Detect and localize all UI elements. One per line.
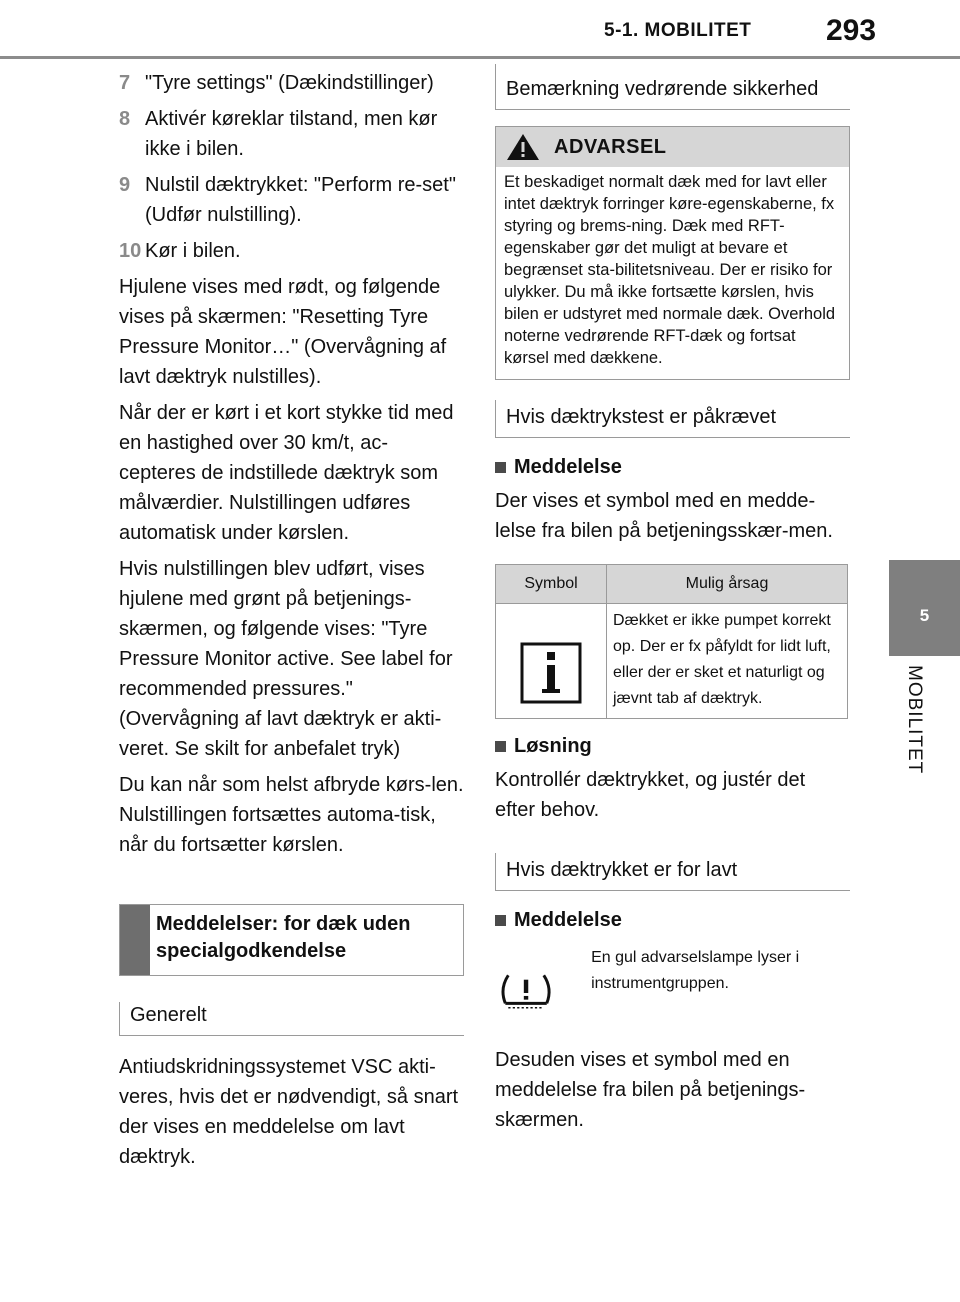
paragraph: Du kan når som helst afbryde kørs-len. Nulstillingen fortsættes automa-tisk, når du fortsætter kørslen.: [119, 774, 464, 856]
page-number: 293: [826, 14, 877, 47]
section-bar-accent: [120, 905, 150, 975]
bullet-square-icon: [495, 462, 506, 473]
step-number: 10: [119, 240, 142, 262]
bullet-heading: [495, 452, 850, 482]
table-header-cause: Mulig årsag: [607, 565, 848, 604]
bullet-heading: [495, 731, 850, 761]
symbol-table: [495, 564, 848, 719]
subheading-generelt: Generelt: [119, 1002, 464, 1036]
paragraph: Antiudskridningssystemet VSC akti-veres, hvis det er nødvendigt, så snart der vises en meddelelse om lavt dæktryk.: [119, 1056, 459, 1168]
warning-title: ADVARSEL: [554, 136, 667, 158]
left-column: [119, 64, 464, 1178]
warning-header: [496, 127, 849, 167]
bullet-heading: [495, 905, 850, 935]
bullet-heading-text: Meddelelse: [514, 456, 622, 478]
symbol-cell: [496, 604, 607, 719]
bullet-heading-text: Meddelelse: [514, 909, 622, 931]
step-number: 8: [119, 108, 131, 130]
subheading-pressure-test: Hvis dæktrykstest er påkrævet: [495, 400, 850, 438]
step-7: [119, 68, 464, 98]
paragraph: Hvis nulstillingen blev udført, vises hjulene med grønt på betjenings-skærmen, og følgende vises: "Tyre Pressure Monitor active. See label for recommended pressures." (Overvågning af lavt dæktryk er akti-veret. Se skilt for anbefalet tryk): [119, 558, 453, 760]
warning-text: Et beskadiget normalt dæk med for lavt eller intet dæktryk forringer køre-egenskaberne, fx styring og brems-ning. Dæk med RFT-egenskaber gør det muligt at bevare et begrænset sta-bilitetsniveau. Der er risiko for ulykker. Du må ikke fortsætte kørslen, hvis bilen er udstyret med normale dæk. Overhold noterne vedrørende RFT-dæk og fortsat kørsel med dækkene.: [504, 173, 836, 367]
section-title: 5-1. MOBILITET: [604, 20, 752, 41]
subheading-safety: Bemærkning vedrørende sikkerhed: [495, 64, 850, 110]
warning-box: [495, 126, 850, 380]
paragraph: Kontrollér dæktrykket, og justér det efter behov.: [495, 769, 806, 821]
step-number: 9: [119, 174, 131, 196]
subheading-low-pressure: Hvis dæktrykket er for lavt: [495, 853, 850, 891]
bullet-heading-text: Løsning: [514, 735, 592, 757]
bullet-square-icon: [495, 915, 506, 926]
table-row: [496, 604, 848, 719]
table-header-symbol: Symbol: [496, 565, 607, 604]
step-text: Aktivér køreklar tilstand, men kør ikke i bilen.: [145, 108, 438, 160]
step-text: "Tyre settings" (Dækindstillinger): [145, 72, 434, 94]
paragraph: Når der er kørt i et kort stykke tid med en hastighed over 30 km/t, ac-cepteres de indstillede dæktryk som målværdier. Nulstillingen udføres automatisk under kørslen.: [119, 402, 454, 544]
cause-cell: Dækket er ikke pumpet korrekt op. Der er fx påfyldt for lidt luft, eller der er sket et naturligt og jævnt tab af dæktryk.: [607, 604, 848, 719]
chapter-number: 5: [919, 606, 930, 625]
step-text: Nulstil dæktrykket: "Perform re-set" (Udfør nulstilling).: [145, 174, 456, 226]
paragraph: Hjulene vises med rødt, og følgende vises på skærmen: "Resetting Tyre Pressure Monitor…" (Overvågning af lavt dæktryk nulstilles).: [119, 276, 447, 388]
warning-light-text: En gul advarselslampe lyser i instrumentgruppen.: [591, 949, 800, 992]
right-column: [495, 64, 850, 1141]
paragraph: Desuden vises et symbol med en meddelelse fra bilen på betjenings-skærmen.: [495, 1049, 806, 1131]
tire-pressure-warning-icon: [495, 963, 557, 1023]
chapter-tab: [889, 560, 960, 656]
paragraph: Der vises et symbol med en medde-lelse fra bilen på betjeningsskær-men.: [495, 490, 833, 542]
info-icon: [520, 642, 582, 704]
warning-triangle-icon: [506, 133, 540, 161]
step-10: [119, 236, 464, 266]
warning-light-row: [495, 945, 850, 1023]
step-number: 7: [119, 72, 131, 94]
section-heading-box: [119, 904, 464, 976]
step-8: [119, 104, 464, 164]
section-heading: Meddelelser: for dæk uden specialgodkendelse: [156, 913, 411, 962]
header-rule: [0, 56, 960, 59]
step-9: [119, 170, 464, 230]
table-header-row: [496, 565, 848, 604]
step-text: Kør i bilen.: [145, 240, 241, 262]
bullet-square-icon: [495, 741, 506, 752]
chapter-label: MOBILITET: [904, 665, 925, 775]
